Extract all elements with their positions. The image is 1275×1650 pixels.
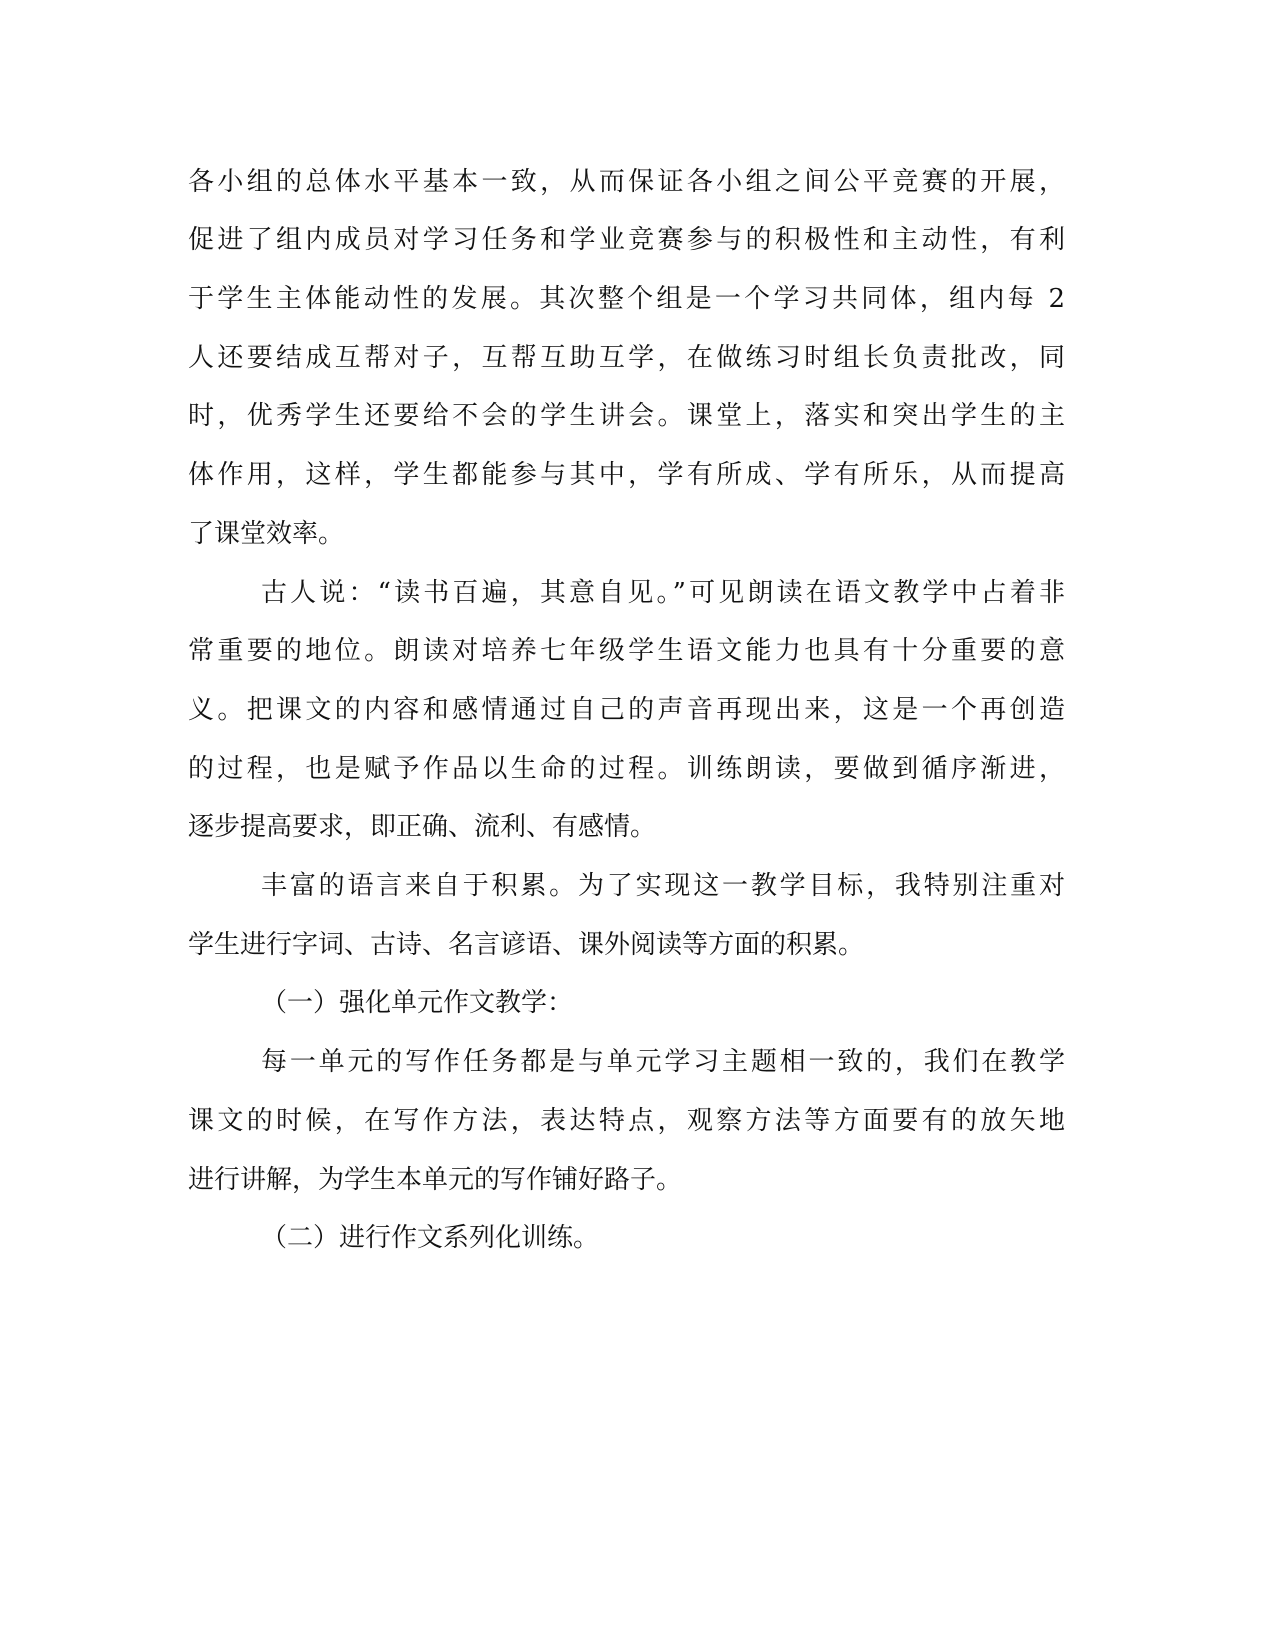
text-line: 的过程，也是赋予作品以生命的过程。训练朗读，要做到循序渐进， — [188, 754, 1065, 784]
text-line: 人还要结成互帮对子，互帮互助互学，在做练习时组长负责批改，同 — [188, 343, 1065, 373]
text-line: 丰富的语言来自于积累。为了实现这一教学目标，我特别注重对 — [261, 871, 1065, 901]
text-line: 古人说：“读书百遍，其意自见。”可见朗读在语文教学中占着非 — [261, 578, 1065, 608]
text-line: 义。把课文的内容和感情通过自己的声音再现出来，这是一个再创造 — [188, 695, 1065, 725]
text-line: 时，优秀学生还要给不会的学生讲会。课堂上，落实和突出学生的主 — [188, 401, 1065, 431]
text-line: 各小组的总体水平基本一致，从而保证各小组之间公平竞赛的开展， — [188, 167, 1065, 197]
text-line: 促进了组内成员对学习任务和学业竞赛参与的积极性和主动性，有利 — [188, 225, 1065, 255]
text-line: 课文的时候，在写作方法，表达特点，观察方法等方面要有的放矢地 — [188, 1106, 1065, 1136]
section-heading: （二）进行作文系列化训练。 — [261, 1223, 600, 1253]
text-line: 进行讲解，为学生本单元的写作铺好路子。 — [188, 1165, 683, 1195]
section-heading: （一）强化单元作文教学： — [261, 988, 574, 1018]
text-line: 体作用，这样，学生都能参与其中，学有所成、学有所乐，从而提高 — [188, 460, 1065, 490]
text-line: 常重要的地位。朗读对培养七年级学生语文能力也具有十分重要的意 — [188, 636, 1065, 666]
text-line: 了课堂效率。 — [188, 519, 345, 549]
text-line: 于学生主体能动性的发展。其次整个组是一个学习共同体，组内每 2 — [188, 284, 1065, 314]
text-line: 逐步提高要求，即正确、流利、有感情。 — [188, 812, 657, 842]
text-line: 学生进行字词、古诗、名言谚语、课外阅读等方面的积累。 — [188, 930, 865, 960]
text-line: 每一单元的写作任务都是与单元学习主题相一致的，我们在教学 — [261, 1047, 1065, 1077]
